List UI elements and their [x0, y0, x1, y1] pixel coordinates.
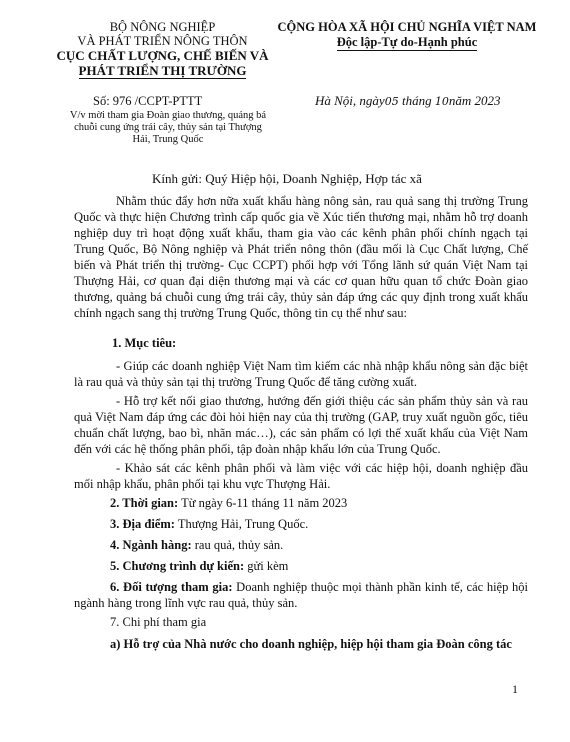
national-motto-block: [262, 20, 552, 51]
date-day: 05: [384, 95, 399, 108]
section-7-title: 7. Chi phí tham gia: [110, 615, 207, 629]
section-4-label: 4. Ngành hàng:: [110, 538, 192, 552]
section-3-label: 3. Địa điểm:: [110, 517, 175, 531]
issuer-block: [40, 20, 285, 79]
department-name-2: PHÁT TRIỂN THỊ TRƯỜNG: [78, 63, 247, 78]
section-5: [110, 558, 288, 574]
document-date: [315, 93, 500, 109]
section-6-label: 6. Đối tượng tham gia:: [110, 580, 233, 594]
section-2-label: 2. Thời gian:: [110, 496, 179, 510]
department-name: CỤC CHẤT LƯỢNG, CHẾ BIẾN VÀ: [56, 48, 269, 63]
objective-3: - Khảo sát các kênh phân phối và làm việc với các hiệp hội, doanh nghiệp đầu mối nhập khẩu, phân phối tại khu vực Thượng Hải.: [74, 461, 528, 491]
date-suffix: năm 2023: [448, 93, 501, 108]
objective-2: - Hỗ trợ kết nối giao thương, hướng đến giới thiệu các sản phẩm thủy sản và rau quả Việt Nam đáp ứng các đòi hỏi hiện nay của thị trường (GAP, truy xuất nguồn gốc, tiêu chuẩn chất lượng, bao bì, nhãn mác…), các sản phẩm có lợi thế xuất khẩu của Việt Nam đến với các hệ thống phân phối, tập đoàn nhập khẩu lớn của Trung Quốc.: [74, 394, 528, 456]
greeting: Kính gửi: Quý Hiệp hội, Doanh Nghiệp, Hợp tác xã: [152, 171, 422, 186]
section-5-label: 5. Chương trình dự kiến:: [110, 559, 245, 573]
ministry-name: BỘ NÔNG NGHIỆP: [109, 20, 216, 34]
section-4-value: rau quả, thủy sản.: [191, 538, 284, 552]
section-3-value: Thượng Hải, Trung Quốc.: [174, 517, 309, 531]
section-2: [110, 495, 347, 511]
section-2-value: Từ ngày 6-11 tháng 11 năm 2023: [178, 496, 348, 510]
section-5-value: gửi kèm: [244, 559, 289, 573]
country-name: CỘNG HÒA XÃ HỘI CHỦ NGHĨA VIỆT NAM: [277, 20, 537, 34]
section-1-title: 1. Mục tiêu:: [112, 336, 177, 350]
section-6: [74, 579, 528, 611]
document-subject: V/v mời tham gia Đoàn giao thương, quảng bá chuỗi cung ứng trái cây, thủy sản tại Thượng Hải, Trung Quốc: [69, 110, 267, 145]
date-prefix: Hà Nội, ngày: [315, 93, 385, 108]
section-4: [110, 537, 283, 553]
ministry-name-2: VÀ PHÁT TRIỂN NÔNG THÔN: [77, 34, 248, 48]
section-7a-title: a) Hỗ trợ của Nhà nước cho doanh nghiệp, hiệp hội tham gia Đoàn công tác: [110, 637, 512, 651]
objective-1: - Giúp các doanh nghiệp Việt Nam tìm kiếm các nhà nhập khẩu nông sản đặc biệt là rau quả và thủy sản tại thị trường Trung Quốc để tăng cường xuất.: [74, 359, 528, 389]
page-number: 1: [512, 682, 518, 696]
date-month: 10: [434, 95, 449, 108]
date-mid: tháng: [401, 93, 432, 108]
section-3: [110, 516, 308, 532]
motto: Độc lập-Tự do-Hạnh phúc: [336, 35, 478, 49]
document-number: Số: 976 /CCPT-PTTT: [93, 94, 203, 108]
section-6-value: Doanh nghiệp thuộc mọi thành phần kinh tế, các hiệp hội ngành hàng trong lĩnh vực rau quả, thủy sản.: [74, 580, 528, 610]
intro-paragraph: Nhằm thúc đẩy hơn nữa xuất khẩu hàng nông sản, rau quả sang thị trường Trung Quốc và thực hiện Chương trình cấp quốc gia về Xúc tiến thương mại, nhằm hỗ trợ doanh nghiệp duy trì hoạt động xuất khẩu, tham gia vào các kênh phân phối chính ngạch tại Trung Quốc, Bộ Nông nghiệp và Phát triển nông thôn (đầu mối là Cục Chất lượng, Chế biến và Phát triển thị trường- Cục CCPT) phối hợp với Tổng lãnh sứ quán Việt Nam tại Thượng Hải, cơ quan đại diện thương mại và các cơ quan hữu quan tổ chức Đoàn giao thương, quảng bá chuỗi cung ứng trái cây, thủy sản đáp ứng các quy định trong xuất khẩu chính ngạch sang thị trường Trung Quốc, thông tin cụ thể như sau:: [74, 194, 528, 320]
